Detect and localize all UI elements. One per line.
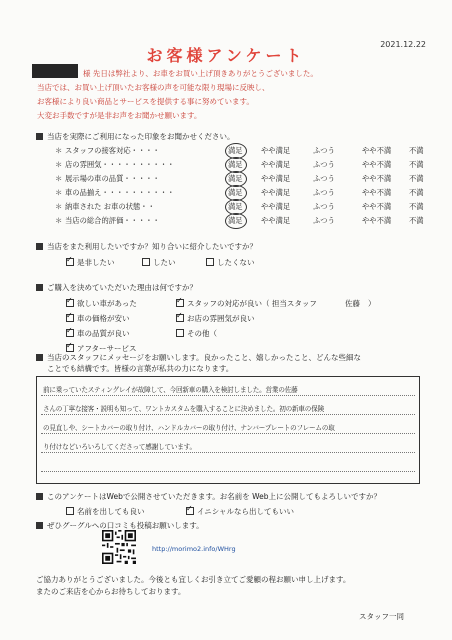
square-bullet-icon: [36, 522, 43, 529]
checkbox-label: したい: [153, 258, 176, 267]
asterisk-icon: ＊: [55, 202, 63, 211]
q3-title: [36, 282, 197, 293]
survey-title: お客様アンケート: [146, 46, 306, 65]
rating-row-label: 車の品揃え・・・・・・・・・・: [65, 188, 175, 197]
intro-line: 大変お手数ですが是非お声をお聞かせ願います。: [37, 111, 202, 120]
asterisk-icon: ＊: [55, 174, 63, 183]
staff-name-handwritten: 佐藤: [345, 299, 360, 308]
checkbox-staff-good[interactable]: [176, 298, 317, 309]
intro-line: 当店では、お買い上げ頂いたお客様の声を可能な限り現場に反映し、: [37, 83, 270, 92]
message-line: の見直しや、シートカバーの取り付け、ハンドルカバーの取り付け、ナンバープレートのフレームの取: [43, 424, 335, 432]
message-textarea[interactable]: [36, 376, 420, 484]
option-somewhat-dissatisfied[interactable]: やや不満: [362, 188, 392, 197]
option-somewhat-satisfied[interactable]: やや満足: [261, 174, 291, 183]
rating-row-label: 当店の総合的評価・・・・・: [65, 216, 160, 225]
option-somewhat-dissatisfied[interactable]: やや不満: [362, 216, 392, 225]
checkbox-low-price[interactable]: [66, 313, 130, 324]
review-url-link[interactable]: http://morimo2.info/WHrg: [152, 545, 236, 553]
checkbox-want[interactable]: [142, 257, 176, 268]
option-somewhat-dissatisfied[interactable]: やや不満: [362, 146, 392, 155]
ruled-line: [41, 452, 415, 453]
option-neutral[interactable]: ふつう: [313, 174, 335, 183]
option-somewhat-satisfied[interactable]: やや満足: [261, 160, 291, 169]
option-somewhat-dissatisfied[interactable]: やや不満: [362, 160, 392, 169]
checkbox-empty-icon: [142, 258, 150, 266]
option-dissatisfied[interactable]: 不満: [409, 146, 424, 155]
checkbox-label: アフターサービス: [77, 344, 137, 353]
option-neutral[interactable]: ふつう: [313, 160, 335, 169]
square-bullet-icon: [36, 243, 43, 250]
checkbox-checked-icon: [66, 258, 74, 266]
option-satisfied[interactable]: 満足: [228, 202, 243, 211]
option-somewhat-satisfied[interactable]: やや満足: [261, 202, 291, 211]
q6-title-text: ぜひグーグルへの口コミも投稿お願いします。: [47, 521, 204, 530]
closing-text: [36, 574, 350, 598]
closing-line: ご協力ありがとうございました。今後とも宜しくお引き立てご愛顧の程お願い申し上げます。: [36, 575, 351, 584]
option-neutral[interactable]: ふつう: [313, 188, 335, 197]
option-satisfied[interactable]: 満足: [228, 146, 243, 155]
intro-line: お客様により良い商品とサービスを提供する事に努めています。: [37, 97, 254, 106]
checkbox-show-name[interactable]: [66, 506, 145, 517]
option-dissatisfied[interactable]: 不満: [409, 202, 424, 211]
message-line: り付けなどいろいろしてくださって感謝しています。: [43, 443, 196, 451]
square-bullet-icon: [36, 354, 43, 361]
checkbox-store-atmosphere[interactable]: [176, 313, 255, 324]
rating-row-label: 納車された お車の状態・・: [65, 202, 155, 211]
closing-line: またのご来店を心からお待ちしております。: [36, 587, 186, 596]
option-somewhat-dissatisfied[interactable]: やや不満: [362, 174, 392, 183]
option-satisfied[interactable]: 満足: [228, 174, 243, 183]
q4-title-text: 当店のスタッフにメッセージをお願いします。良かったこと、嬉しかったこと、どんな些細な: [47, 353, 361, 362]
checkbox-label: 車の品質が良い: [77, 329, 130, 338]
paren-close: ）: [368, 299, 376, 308]
square-bullet-icon: [36, 133, 43, 140]
option-satisfied[interactable]: 満足: [228, 160, 243, 169]
checkbox-checked-icon: [186, 507, 194, 515]
option-dissatisfied[interactable]: 不満: [409, 174, 424, 183]
intro-text: [37, 67, 437, 123]
checkbox-empty-icon: [66, 507, 74, 515]
option-neutral[interactable]: ふつう: [313, 146, 335, 155]
ruled-line: [41, 471, 415, 472]
checkbox-empty-icon: [176, 329, 184, 337]
q4-title-line2: ことでも結構です。皆様の言葉が私共の力になります。: [47, 364, 234, 373]
qr-code-icon[interactable]: [102, 530, 136, 564]
q3-title-text: ご購入を決めていただいた理由は何ですか？: [47, 283, 197, 292]
checkbox-checked-icon: [66, 329, 74, 337]
ruled-line: [41, 433, 415, 434]
checkbox-label: イニシャルなら出してもいい: [197, 507, 295, 516]
checkbox-dont-want[interactable]: [206, 257, 255, 268]
q4-title: [36, 352, 361, 363]
message-line: さんの丁寧な接客・説明も知って、ワントカスタムを購入することに決めました。初の新車の保険: [43, 405, 324, 413]
q1-title: [36, 131, 235, 142]
option-dissatisfied[interactable]: 不満: [409, 188, 424, 197]
checkbox-empty-icon: [206, 258, 214, 266]
asterisk-icon: ＊: [55, 160, 63, 169]
ruled-line: [41, 414, 415, 415]
asterisk-icon: ＊: [55, 146, 63, 155]
q2-title: [36, 241, 257, 252]
intro-line: 様 先日は弊社より、お車をお買い上げ頂きありがとうございました。: [83, 69, 318, 78]
asterisk-icon: ＊: [55, 216, 63, 225]
checkbox-checked-icon: [66, 344, 74, 352]
checkbox-checked-icon: [176, 314, 184, 322]
checkbox-label: したくない: [217, 258, 255, 267]
checkbox-other[interactable]: [176, 328, 217, 339]
checkbox-checked-icon: [66, 299, 74, 307]
checkbox-label: 車の価格が安い: [77, 314, 130, 323]
checkbox-label: その他（: [187, 329, 217, 338]
square-bullet-icon: [36, 284, 43, 291]
ruled-line: [41, 395, 415, 396]
option-dissatisfied[interactable]: 不満: [409, 216, 424, 225]
option-satisfied[interactable]: 満足: [228, 216, 243, 225]
checkbox-checked-icon: [66, 314, 74, 322]
checkbox-label: スタッフの対応が良い（ 担当スタッフ: [187, 299, 317, 308]
option-neutral[interactable]: ふつう: [313, 216, 335, 225]
rating-row-label: 店の雰囲気・・・・・・・・・・: [65, 160, 175, 169]
option-neutral[interactable]: ふつう: [313, 202, 335, 211]
q5-title: [36, 491, 381, 502]
rating-row-label: スタッフの接客対応・・・・: [65, 146, 160, 155]
checkbox-checked-icon: [176, 299, 184, 307]
option-somewhat-dissatisfied[interactable]: やや不満: [362, 202, 392, 211]
q5-title-text: このアンケートはWebで公開させていただきます。お名前を Web上に公開してもよろしいですか？: [47, 492, 382, 501]
option-somewhat-satisfied[interactable]: やや満足: [261, 188, 291, 197]
checkbox-definitely[interactable]: [66, 257, 115, 268]
option-somewhat-satisfied[interactable]: やや満足: [261, 216, 291, 225]
q1-title-text: 当店を実際にご利用になった印象をお聞かせください。: [47, 132, 235, 141]
checkbox-label: 是非したい: [77, 258, 115, 267]
rating-row-label: 展示場の車の品質・・・・・: [65, 174, 160, 183]
option-dissatisfied[interactable]: 不満: [409, 160, 424, 169]
asterisk-icon: ＊: [55, 188, 63, 197]
square-bullet-icon: [36, 493, 43, 500]
checkbox-wanted-car[interactable]: [66, 298, 137, 309]
checkbox-initials-only[interactable]: [186, 506, 294, 517]
checkbox-label: 欲しい車があった: [77, 299, 137, 308]
survey-date: 2021.12.22: [380, 40, 426, 49]
q2-title-text: 当店をまた利用したいですか？知り合いに紹介したいですか？: [47, 242, 257, 251]
checkbox-car-quality[interactable]: [66, 328, 130, 339]
option-satisfied[interactable]: 満足: [228, 188, 243, 197]
checkbox-label: お店の雰囲気が良い: [187, 314, 255, 323]
option-somewhat-satisfied[interactable]: やや満足: [261, 146, 291, 155]
message-line: 前に乗っていたスティングレイが故障して、今回新車の購入を検討しました。営業の佐藤: [43, 386, 298, 394]
checkbox-label: 名前を出しても良い: [77, 507, 145, 516]
signoff: スタッフ一同: [359, 612, 404, 621]
